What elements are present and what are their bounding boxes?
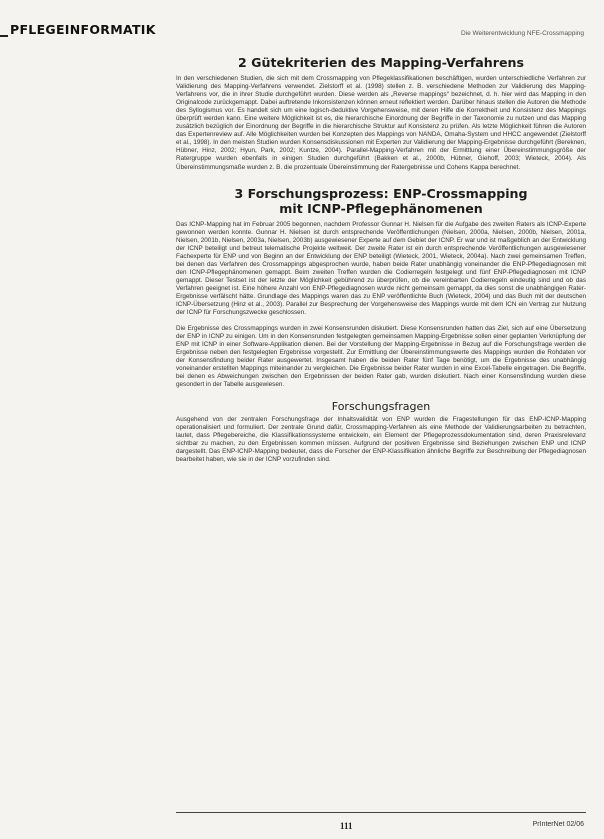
footer-rule <box>176 812 586 813</box>
page-number: 111 <box>340 821 353 831</box>
header-section-label: Die Weiterentwicklung NFE-Crossmapping <box>460 30 584 37</box>
spacer <box>176 172 586 186</box>
journal-brand: PFLEGEINFORMATIK <box>10 22 156 37</box>
section-3-title-line2: mit ICNP-Pflegephänomenen <box>279 200 483 216</box>
article-body <box>176 55 586 464</box>
section-2-title: 2 Gütekriterien des Mapping-Verfahrens <box>238 55 524 70</box>
subsection-title: Forschungsfragen <box>331 399 431 413</box>
section-3-title-line1: 3 Forschungsprozess: ENP-Crossmapping <box>234 185 528 201</box>
subsection-paragraph: Ausgehend von der zentralen Forschungsfrage der Inhaltsvalidität von ENP wurden die Fragestellungen für das ENP-ICNP-Mapping operationalisiert und formuliert. Der zentrale Grund dafür, Crossmapping-Verfahren als eine Methode der Validierungsarbeiten zu betrachten, lautet, dass Pflegebereiche, die Klassifikationssysteme entwickeln, ein Element der Pflegeprozessdokumentation sind, deren Praxisrelevanz sichtbar zu machen, zu den Ergebnissen kommen müssen. Aufgrund der positiven Ergebnisse sind Beziehungen zwischen ENP und ICNP dargestellt. Das ENP-ICNP-Mapping bedeutet, dass die Forscher der ENP-Klassifikation ähnliche Begriffe zur Beschreibung der Pflegediagnosen bearbeitet haben, wie sie in der ICNP vorzufinden sind. <box>176 415 586 463</box>
section-3-paragraph-2: Die Ergebnisse des Crossmappings wurden in zwei Konsensrunden diskutiert. Diese Konsensrunden hatten das Ziel, sich auf eine Übersetzung der ENP in ICNP zu einigen. Um in den Konsensrunden festgelegten gemeinsamen Mapping-Ergebnisse sollen einer geplanten Verknüpfung der ENP mit ICNP in einer Software-Applikation dienen. Bei der Vorstellung der Mapping-Ergebnisse in Bezug auf die Forschungsfrage werden die Ergebnisse neben den festgelegten Ergebnisse vorgestellt. Zur Ermittlung der Übereinstimmungswerte des Mappings wurden die Rohdaten vor der Konsensfindung beider Rater ausgewertet. Insgesamt haben die beiden Rater fünf Tage benötigt, um die Ergebnisse des unabhängig voneinander erstellten Mappings miteinander zu vergleichen. Die Ergebnisse beider Rater wurden in eine Excel-Tabelle eingetragen. Die Begriffe, bei denen es Abweichungen zwischen den Ergebnissen der beiden Rater gab, wurden diskutiert. Nach einer Konsensfindung wurden diese gesondert in der Tabelle ausgewiesen. <box>176 325 586 389</box>
page-header <box>0 0 604 40</box>
section-3-paragraph-1: Das ICNP-Mapping hat im Februar 2005 begonnen, nachdem Professor Gunnar H. Nielsen für die Aufgabe des zweiten Raters als ICNP-Experte gewonnen werden konnte. Gunnar H. Nielsen ist durch entsprechende Veröffentlichungen (Nielsen, 2000a, Nielsen, 2000b, Nielsen, 2001a, Nielsen, 2001b, Nielsen, 2003a, Nielsen, 2003b) ausgewiesener Experte auf dem Gebiet der ICNP. Er war und ist maßgeblich an der Entwicklung der ICNP beteiligt und betreut telematische Projekte weltweit. Der zweite Rater ist ein durch entsprechende Veröffentlichungen ausgewiesener Fachexperte für ENP und von Beginn an der Entwicklung der ENP beteiligt (Wieteck, 2001, Wieteck, 2004a). Nach zwei gemeinsamen Treffen, bei denen das Verfahren des Crossmappings abgesprochen wurde, haben beide Rater unabhängig voneinander die ENP-Pflegediagnosen mit den ICNP-Pflegephänomenen gemappt. Beim zweiten Treffen wurden die Codierregeln festgelegt und fünf ENP-Pflegediagnosen mit ICNP gemappt. Dieser Testset ist der letzte der Möglichkeit gebührend zu überprüfen, ob die vereinbarten Codierregeln eindeutig sind und ob das Verfahren geeignet ist. Eine höhere Anzahl von ENP-Pflegediagnosen wurde nicht gemeinsam gemappt, da dies sonst die unabhängigen Rater-Ergebnisse verfälscht hätte. Grundlage des Mappings waren das zu ENP veröffentlichte Buch (Wieteck, 2004) und das Buch mit der deutschen ICNP-Übersetzung (Hinz et al., 2003). Parallel zur Besprechung der Vorgehensweise des Mappings wurde mit dem ICN ein Vertrag zur Nutzung der ICNP für Forschungszwecke geschlossen. <box>176 220 586 317</box>
journal-issue: PrInterNet 02/06 <box>532 821 584 828</box>
spacer <box>176 317 586 325</box>
section-2-paragraph: In den verschiedenen Studien, die sich mit dem Crossmapping von Pflegeklassifikationen beschäftigen, wurden unterschiedliche Verfahren zur Validierung des Mapping-Verfahrens verwendet. Zielstorff et al. (1998) stellen z. B. verschiedene Methoden zur Validierung des Mapping-Verfahrens vor, die in ihrer Studie durchgeführt wurden. Diese werden als „Reverse mappings“ bezeichnet, d. h. hier wird das Mapping in den Originalcode zurückgemappt. Dabei auftretende Inkonsistenzen können erneut reflektiert werden. Darüber hinaus stellen die Autoren die Methode des Syllogismus vor. Es handelt sich um eine logisch-deduktive Vorgehensweise, mit deren Hilfe die Korrektheit und Konsistenz des Mappings überprüft werden kann. Eine weitere Möglichkeit ist es, die hierarchische Einordnung der Begriffe in der Taxonomie zu nutzen und das Mapping zusätzlich bezüglich der Einordnung der Begriffe in die hierarchische Struktur auf Konsistenz zu prüfen. Als letzte Möglichkeit führen die Autoren das Expertenreview auf. Alle Möglichkeiten wurden bei Konzepten des Mappings von NANDA, Omaha-System und HHCC angewendet (Zielstorff et al., 1998). In den meisten Studien wurden Konsensdiskussionen mit Experten zur Validierung der Mapping-Ergebnisse durchgeführt (Bereknen, Hübner, Hinz, 2002; Hyun, Park, 2002; Kuntze, 2004). Parallel-Mapping-Verfahren mit der Ermittlung einer Übereinstimmungsgröße der Ratergruppe wurden ebenfalls in einigen Studien durchgeführt (Bakken et al., 2000b, Hübner, Giehoff, 2003; Wieteck, 2004). Als Übereinstimmungsmaße wurden z. B. die prozentuale Übereinstimmung der Ratergebnisse und Cohens Kappa berechnet. <box>176 75 586 171</box>
header-rule <box>0 35 8 37</box>
page-footer <box>0 812 604 839</box>
section-3-title <box>176 186 586 216</box>
